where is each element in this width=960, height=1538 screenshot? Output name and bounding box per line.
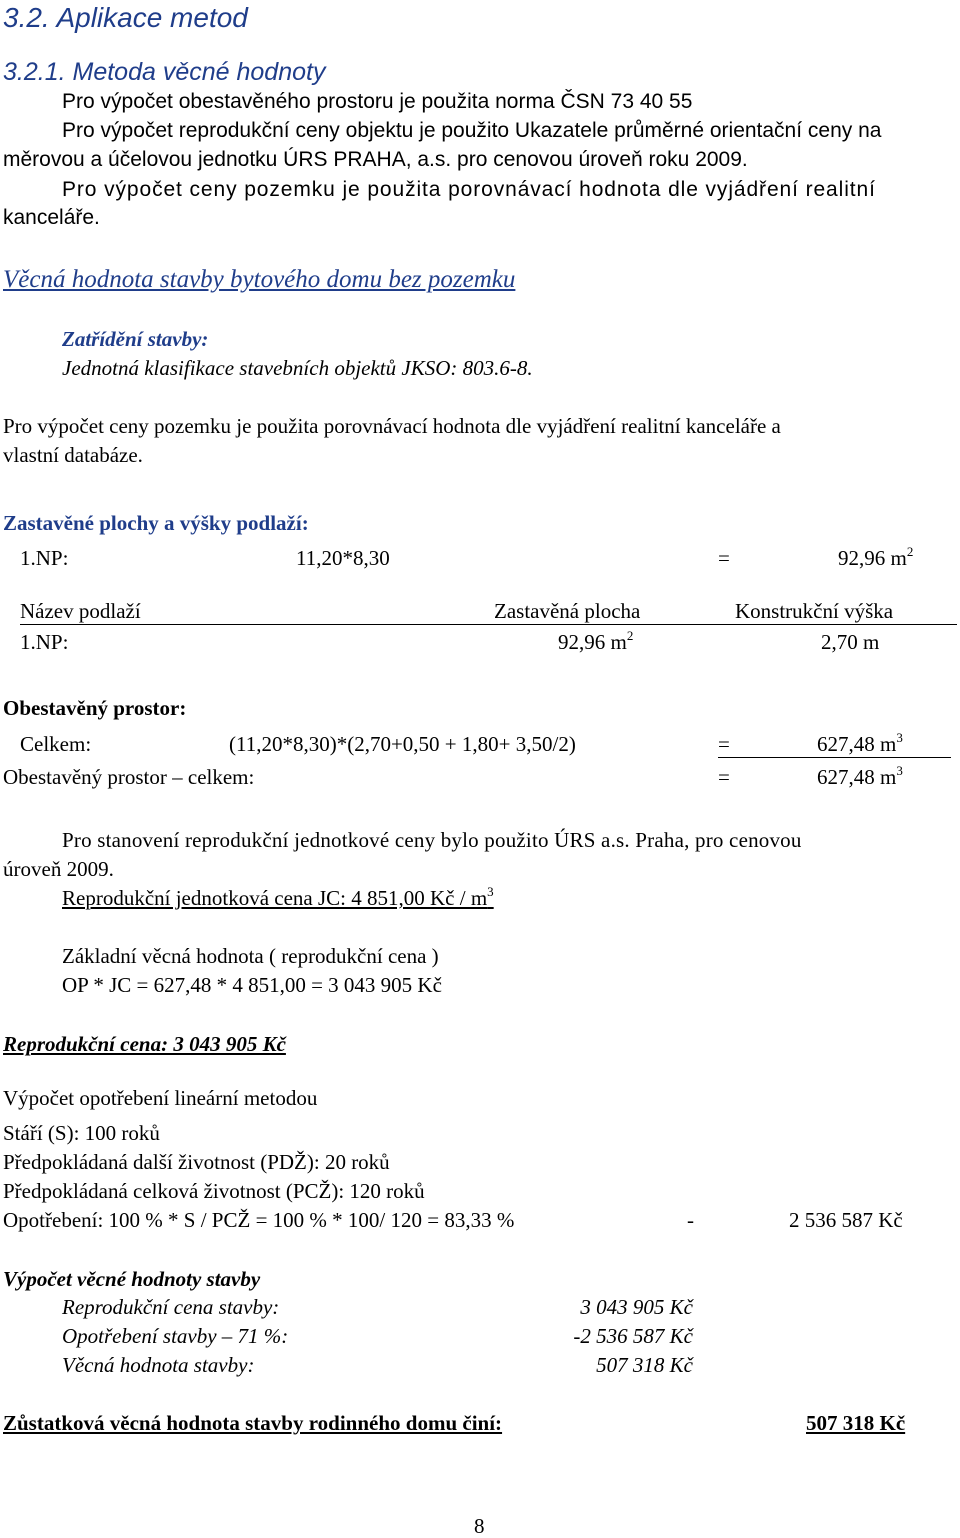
- wear-total: Předpokládaná celková životnost (PCŽ): 120 roků: [3, 1179, 425, 1203]
- table-row-height: 2,70 m: [821, 630, 880, 654]
- built-area-row-value: 92,96 $m^2$: [838, 544, 914, 570]
- page-number: 8: [474, 1514, 485, 1538]
- table-header-area: Zastavěná plocha: [494, 599, 641, 623]
- basic-value-label: Základní věcná hodnota ( reprodukční cena ): [62, 944, 439, 968]
- subsection-heading: 3.2.1. Metoda věcné hodnoty: [3, 58, 326, 86]
- built-area-row-eq: =: [718, 546, 730, 570]
- wear-calc: Opotřebení: 100 % * S / PCŽ = 100 % * 100/ 120 = 83,33 %: [3, 1208, 515, 1232]
- value-calc-title: Výpočet věcné hodnoty stavby: [3, 1267, 261, 1291]
- table-header-name: Název podlaží: [20, 599, 141, 623]
- intro-line-3: měrovou a účelovou jednotku ÚRS PRAHA, a.s. pro cenovou úroveň roku 2009.: [3, 148, 748, 171]
- repro-price: Reprodukční cena: 3 043 905 Kč: [3, 1032, 286, 1056]
- value-heading: Věcná hodnota stavby bytového domu bez pozemku: [3, 266, 516, 293]
- volume-overall-value: 627,48 $m^3$: [817, 763, 903, 789]
- classification-text: Jednotná klasifikace stavebních objektů JKSO: 803.6-8.: [62, 356, 533, 380]
- value-calc-row-label: Věcná hodnota stavby:: [62, 1353, 255, 1377]
- built-area-row-formula: 11,20*8,30: [296, 546, 390, 570]
- value-calc-row-value: 3 043 905 Kč: [580, 1295, 693, 1319]
- land-note-line-2: vlastní databáze.: [3, 443, 143, 467]
- wear-amount: 2 536 587 Kč: [789, 1208, 903, 1232]
- unit-price-jc: Reprodukční jednotková cena JC: 4 851,00 Kč / $m^3$: [62, 884, 494, 910]
- intro-line-2: Pro výpočet reprodukční ceny objektu je použito Ukazatele průměrné orientační ceny na: [62, 119, 882, 142]
- built-area-row-name: 1.NP:: [20, 546, 69, 570]
- volume-overall-eq: =: [718, 765, 730, 789]
- basic-value-formula: OP * JC = 627,48 * 4 851,00 = 3 043 905 Kč: [62, 973, 442, 997]
- volume-total-eq: =: [718, 732, 730, 756]
- wear-remaining: Předpokládaná další životnost (PDŽ): 20 roků: [3, 1150, 390, 1174]
- built-areas-label: Zastavěné plochy a výšky podlaží:: [3, 511, 309, 535]
- wear-age: Stáří (S): 100 roků: [3, 1121, 160, 1145]
- intro-line-4: Pro výpočet ceny pozemku je použita porovnávací hodnota dle vyjádření realitní: [62, 178, 876, 201]
- unit-price-note-line-2: úroveň 2009.: [3, 857, 114, 881]
- intro-line-5: kanceláře.: [3, 206, 100, 229]
- volume-label: Obestavěný prostor:: [3, 696, 187, 720]
- value-calc-row-value: -2 536 587 Kč: [573, 1324, 693, 1348]
- volume-total-label: Celkem:: [20, 732, 92, 756]
- residual-value: 507 318 Kč: [806, 1411, 906, 1435]
- wear-title: Výpočet opotřebení lineární metodou: [3, 1086, 318, 1110]
- unit-price-note-line-1: Pro stanovení reprodukční jednotkové ceny bylo použito ÚRS a.s. Praha, pro cenovou: [62, 828, 802, 852]
- intro-line-1: Pro výpočet obestavěného prostoru je použita norma ČSN 73 40 55: [62, 90, 693, 113]
- table-row-name: 1.NP:: [20, 630, 69, 654]
- value-calc-row-label: Opotřebení stavby – 71 %:: [62, 1324, 289, 1348]
- table-rule: [20, 624, 957, 625]
- value-calc-row-value: 507 318 Kč: [596, 1353, 693, 1377]
- table-row-area: 92,96 $m^2$: [558, 628, 634, 654]
- volume-rule: [718, 757, 951, 758]
- land-note-line-1: Pro výpočet ceny pozemku je použita porovnávací hodnota dle vyjádření realitní kanceláře a: [3, 414, 781, 438]
- volume-total-value: 627,48 $m^3$: [817, 730, 903, 756]
- volume-total-formula: (11,20*8,30)*(2,70+0,50 + 1,80+ 3,50/2): [229, 732, 576, 756]
- value-calc-row-label: Reprodukční cena stavby:: [62, 1295, 280, 1319]
- residual-label: Zůstatková věcná hodnota stavby rodinného domu činí:: [3, 1411, 503, 1435]
- classification-label: Zatřídění stavby:: [62, 327, 209, 351]
- table-header-height: Konstrukční výška: [735, 599, 894, 623]
- wear-dash: -: [687, 1208, 694, 1232]
- volume-overall-label: Obestavěný prostor – celkem:: [3, 765, 255, 789]
- section-heading: 3.2. Aplikace metod: [3, 2, 248, 33]
